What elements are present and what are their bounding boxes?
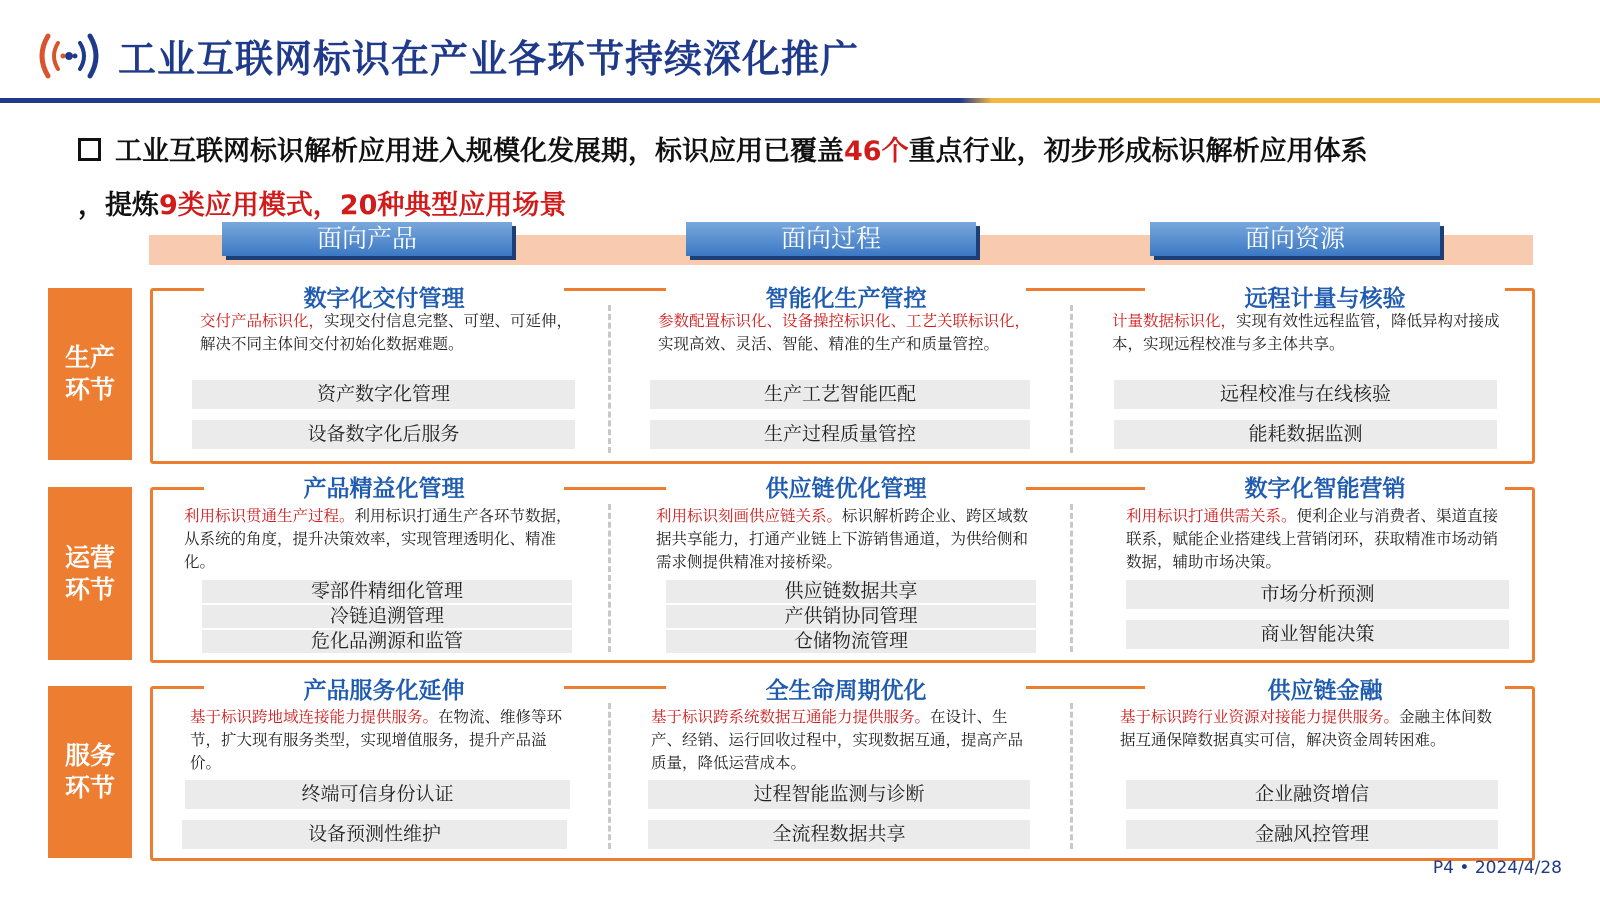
page-footer: P4 • 2024/4/28 (1432, 858, 1562, 878)
scenario-tag: 资产数字化管理 (192, 380, 575, 409)
scenario-tag: 设备预测性维护 (182, 820, 567, 849)
card-title-lean-product: 产品精益化管理 (204, 470, 564, 503)
column-header-resource: 面向资源 (1150, 222, 1440, 256)
column-divider (608, 703, 611, 849)
scenario-tag: 金融风控管理 (1126, 820, 1498, 849)
scenario-tag: 产供销协同管理 (666, 605, 1036, 628)
card-title-lifecycle: 全生命周期优化 (666, 672, 1026, 705)
scenario-tag: 企业融资增信 (1126, 780, 1498, 809)
card-description: 利用标识打通供需关系。便利企业与消费者、渠道直接联系，赋能企业搭建线上营销闭环，获取精准市场动销数据，辅助市场决策。 (1126, 507, 1499, 571)
card-title-smart-marketing: 数字化智能营销 (1145, 470, 1505, 503)
scenario-tag: 零部件精细化管理 (202, 580, 572, 603)
scenario-tag: 设备数字化后服务 (192, 420, 575, 449)
scenario-tag: 生产工艺智能匹配 (650, 380, 1030, 409)
scenario-tag: 终端可信身份认证 (185, 780, 570, 809)
column-divider (608, 305, 611, 453)
card-title-supply-finance: 供应链金融 (1145, 672, 1505, 705)
headline-highlight-modes: 9类应用模式，20种典型应用场景 (159, 190, 567, 221)
scenario-tag: 全流程数据共享 (648, 820, 1030, 849)
card-description: 利用标识贯通生产过程。利用标识打通生产各环节数据，从系统的角度，提升决策效率，实现管理透明化、精准化。 (184, 507, 572, 571)
card-description: 计量数据标识化，实现有效性远程监管，降低异构对接成本，实现远程校准与多主体共享。 (1112, 312, 1500, 353)
headline (78, 125, 1518, 233)
card-title-remote-metering: 远程计量与核验 (1145, 280, 1505, 313)
scenario-tag: 危化品溯源和监管 (202, 630, 572, 653)
card-title-smart-production: 智能化生产管控 (666, 280, 1026, 313)
column-header-process: 面向过程 (686, 222, 976, 256)
headline-highlight-count: 46个 (844, 136, 909, 167)
card-description: 利用标识刻画供应链关系。标识解析跨企业、跨区域数据共享能力，打通产业链上下游销售通道，为供给侧和需求侧提供精准对接桥梁。 (656, 507, 1029, 571)
row-label-operation: 运营 环节 (48, 487, 132, 660)
page-title: 工业互联网标识在产业各环节持续深化推广 (118, 37, 860, 81)
headline-text-2: 重点行业，初步形成标识解析应用体系 (908, 136, 1368, 167)
column-divider (608, 504, 611, 652)
bullet-square-icon (78, 138, 101, 161)
card-title-supply-chain: 供应链优化管理 (666, 470, 1026, 503)
column-divider (1070, 504, 1073, 652)
scenario-tag: 能耗数据监测 (1114, 420, 1497, 449)
card-description: 基于标识跨行业资源对接能力提供服务。金融主体间数据互通保障数据真实可信，解决资金周转困难。 (1120, 708, 1493, 749)
card-description: 交付产品标识化，实现交付信息完整、可塑、可延伸，解决不同主体间交付初始化数据难题。 (200, 312, 573, 353)
scenario-tag: 商业智能决策 (1126, 620, 1509, 649)
row-label-service: 服务 环节 (48, 686, 132, 858)
row-label-production: 生产 环节 (48, 288, 132, 460)
card-title-service-extension: 产品服务化延伸 (204, 672, 564, 705)
column-divider (1070, 305, 1073, 453)
scenario-tag: 远程校准与在线核验 (1114, 380, 1497, 409)
title-underline (0, 98, 1600, 103)
scenario-tag: 仓储物流管理 (666, 630, 1036, 653)
headline-text-3: ，提炼 (78, 190, 159, 221)
card-description: 参数配置标识化、设备操控标识化、工艺关联标识化，实现高效、灵活、智能、精准的生产和质量管控。 (658, 312, 1031, 353)
scenario-tag: 市场分析预测 (1126, 580, 1509, 609)
card-description: 基于标识跨系统数据互通能力提供服务。在设计、生产、经销、运行回收过程中，实现数据互通，提高产品质量，降低运营成本。 (651, 708, 1024, 772)
signal-broadcast-icon (34, 30, 104, 82)
column-divider (1070, 703, 1073, 849)
scenario-tag: 供应链数据共享 (666, 580, 1036, 603)
headline-text-1: 工业互联网标识解析应用进入规模化发展期，标识应用已覆盖 (115, 136, 844, 167)
card-description: 基于标识跨地域连接能力提供服务。在物流、维修等环节，扩大现有服务类型，实现增值服务，提升产品溢价。 (190, 708, 563, 772)
scenario-tag: 冷链追溯管理 (202, 605, 572, 628)
scenario-tag: 生产过程质量管控 (650, 420, 1030, 449)
card-title-digital-delivery: 数字化交付管理 (204, 280, 564, 313)
column-header-product: 面向产品 (222, 222, 512, 256)
scenario-tag: 过程智能监测与诊断 (648, 780, 1030, 809)
